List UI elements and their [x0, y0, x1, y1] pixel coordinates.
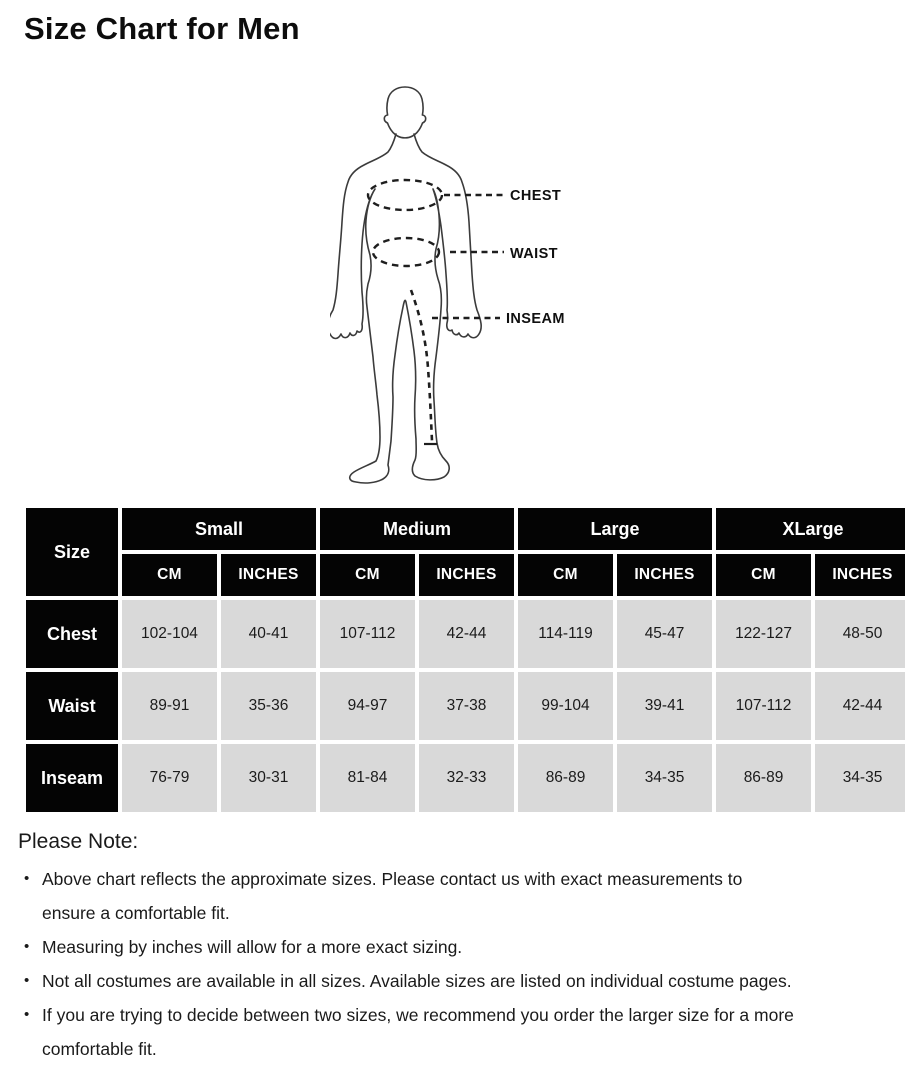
figure-head-outline [384, 87, 425, 138]
cell-inseam-xlarge-inches: 34-35 [815, 744, 905, 812]
cell-inseam-large-inches: 34-35 [617, 744, 712, 812]
note-text-line: comfortable fit. [42, 1039, 157, 1059]
table-row-chest [26, 600, 905, 668]
waist-figure-label: WAIST [510, 246, 558, 262]
note-text-line: ensure a comfortable fit. [42, 903, 230, 923]
inseam-figure-label: INSEAM [506, 311, 565, 327]
unit-header-xlarge-cm: CM [716, 554, 811, 596]
cell-chest-small-inches: 40-41 [221, 600, 316, 668]
waist-measure-ellipse [373, 238, 439, 266]
notes-heading: Please Note: [18, 830, 139, 853]
note-text-line: Not all costumes are available in all sizes. Available sizes are listed on individual costume pages. [42, 971, 792, 991]
table-corner-header-size: Size [26, 508, 118, 596]
notes-section [0, 830, 905, 1066]
note-text-line: If you are trying to decide between two sizes, we recommend you order the larger size for a more [42, 1005, 794, 1025]
cell-chest-xlarge-inches: 48-50 [815, 600, 905, 668]
figure-body-outline [330, 134, 481, 483]
unit-header-medium-cm: CM [320, 554, 415, 596]
cell-chest-medium-cm: 107-112 [320, 600, 415, 668]
cell-waist-xlarge-cm: 107-112 [716, 672, 811, 740]
cell-waist-small-inches: 35-36 [221, 672, 316, 740]
cell-inseam-small-cm: 76-79 [122, 744, 217, 812]
table-row-waist [26, 672, 905, 740]
group-header-xlarge: XLarge [716, 508, 905, 550]
page-title: Size Chart for Men [24, 11, 300, 46]
cell-inseam-medium-cm: 81-84 [320, 744, 415, 812]
cell-waist-medium-cm: 94-97 [320, 672, 415, 740]
unit-header-large-cm: CM [518, 554, 613, 596]
cell-waist-large-cm: 99-104 [518, 672, 613, 740]
bullet-icon: • [24, 972, 30, 989]
unit-header-medium-inches: INCHES [419, 554, 514, 596]
notes-list [0, 862, 905, 1066]
row-label-chest: Chest [26, 600, 118, 668]
cell-waist-small-cm: 89-91 [122, 672, 217, 740]
row-label-inseam: Inseam [26, 744, 118, 812]
size-table [22, 504, 905, 816]
bullet-icon: • [24, 938, 30, 955]
cell-chest-medium-inches: 42-44 [419, 600, 514, 668]
bullet-icon: • [24, 870, 30, 887]
note-text-line: Measuring by inches will allow for a more exact sizing. [42, 937, 463, 957]
cell-inseam-large-cm: 86-89 [518, 744, 613, 812]
cell-inseam-xlarge-cm: 86-89 [716, 744, 811, 812]
note-item [0, 862, 860, 930]
cell-inseam-medium-inches: 32-33 [419, 744, 514, 812]
chest-measure-ellipse [368, 180, 442, 210]
note-item [0, 930, 860, 964]
row-label-waist: Waist [26, 672, 118, 740]
cell-waist-xlarge-inches: 42-44 [815, 672, 905, 740]
bullet-icon: • [24, 1006, 30, 1023]
body-figure-svg [330, 80, 610, 490]
cell-waist-large-inches: 39-41 [617, 672, 712, 740]
cell-chest-small-cm: 102-104 [122, 600, 217, 668]
unit-header-small-inches: INCHES [221, 554, 316, 596]
body-measurement-figure [330, 80, 610, 490]
cell-waist-medium-inches: 37-38 [419, 672, 514, 740]
unit-header-xlarge-inches: INCHES [815, 554, 905, 596]
group-header-large: Large [518, 508, 712, 550]
cell-chest-xlarge-cm: 122-127 [716, 600, 811, 668]
unit-header-small-cm: CM [122, 554, 217, 596]
cell-chest-large-inches: 45-47 [617, 600, 712, 668]
cell-chest-large-cm: 114-119 [518, 600, 613, 668]
table-row-inseam [26, 744, 905, 812]
note-item [0, 998, 860, 1066]
cell-inseam-small-inches: 30-31 [221, 744, 316, 812]
note-item [0, 964, 860, 998]
group-header-medium: Medium [320, 508, 514, 550]
chest-figure-label: CHEST [510, 188, 562, 204]
unit-header-large-inches: INCHES [617, 554, 712, 596]
group-header-small: Small [122, 508, 316, 550]
note-text-line: Above chart reflects the approximate sizes. Please contact us with exact measurements to [42, 869, 743, 889]
